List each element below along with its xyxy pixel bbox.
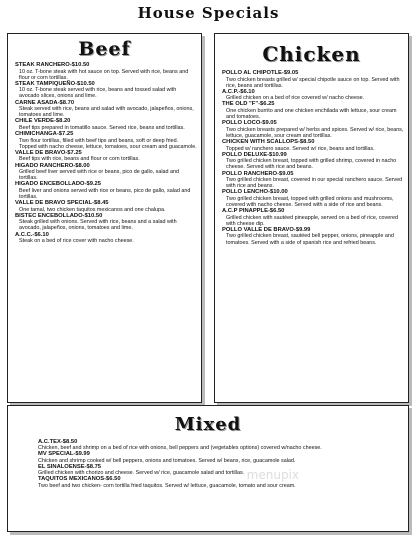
menu-item-description: Two beef and two chicken- corn tortilla fried taquitos. Served w/ lettuce, guacamole, tomato and sour cream. [38, 482, 296, 489]
menu-item [15, 118, 197, 131]
menu-item-name: POLLO LOCO-$9.05 [222, 120, 277, 127]
menu-item-name: POLLO VALLE DE BRAVO-$9.99 [222, 226, 311, 233]
menu-item-description: One chicken burrito and one chicken enchilada with lettuce, sour cream and tomatoes. [226, 108, 397, 121]
menu-item-description: Grilled chicken with chorizo and cheese. Served w/ rice, guacamole salad and tortillas. [38, 470, 245, 477]
menu-item-name: THE OLD "F"-$6.25 [222, 101, 275, 108]
menu-item-description: Grilled beef liver served with rice or beans, pico de gallo, salad and tortillas. [19, 169, 180, 182]
menu-item-name: TAQUITOS MEXICANOS-$6.50 [38, 476, 121, 483]
menu-item [222, 139, 404, 152]
menu-item [15, 232, 197, 245]
menu-item [15, 200, 197, 213]
menu-item [222, 101, 404, 120]
menu-item [222, 70, 404, 89]
menu-item-name: BISTEC ENCEBOLLADO-$10.50 [15, 212, 103, 219]
beef-section-title: Beef [78, 38, 131, 60]
menu-item [15, 163, 197, 182]
beef-section [7, 33, 202, 403]
menu-item-name: POLLO LENCHO-$10.00 [222, 189, 288, 196]
watermark: menupix [246, 468, 299, 482]
menu-item-name: CHIMICHANGA-$7.25 [15, 131, 74, 138]
menu-item-description: Two grilled chicken breast, sautéed bell pepper, onions, pineapple and tomatoes. Served with a side of spanish rice and refried beans. [226, 233, 394, 246]
menu-item-description: Beef tips prepared in tomatillo sauce. Served rice, beans and tortillas. [19, 124, 185, 131]
mixed-section-title: Mixed [174, 414, 242, 435]
menu-item-description: 10 oz. T-bone steak with hot sauce on top. Served with rice, beans and flour or corn tortillas. [19, 68, 189, 81]
menu-item-description: Two grilled chicken breast, topped with grilled onions and mushrooms, covered with nacho cheese. Served with a side of rice and beans. [226, 195, 394, 208]
menu-item-name: A.C.P PINAPPLE-$6.50 [222, 208, 285, 215]
menu-item [15, 100, 197, 119]
menu-item-name: CHILE VERDE-$8.20 [15, 118, 71, 125]
menu-item-description: Steak served with rice, beans and salad with avocado, jalapeños, onions, tomatoes and lime. [19, 106, 194, 119]
menu-item-name: EL SINALOENSE-$8.75 [38, 463, 102, 470]
menu-item-name: CHICKEN WITH SCALLOPS-$8.50 [222, 139, 315, 146]
menu-item [222, 152, 404, 171]
menu-item-description: Chicken and shrimp cooked w/ bell peppers, onions and tomatoes. Served w/ beans, rice, guacamole salad. [38, 457, 296, 464]
menu-item-name: POLLO DELUXE-$10.99 [222, 151, 287, 158]
menu-item [38, 476, 398, 488]
menu-item-description: Steak on a bed of rice cover with nacho cheese. [19, 238, 134, 245]
menu-item-name: VALLE DE BRAVO SPECIAL-$8.45 [15, 200, 109, 207]
menu-item [222, 171, 404, 190]
menu-item-name: STEAK TAMPIQUEÑO-$10.50 [15, 80, 95, 87]
menu-item [222, 227, 404, 246]
menu-item-description: Two grilled chicken breast, topped with grilled shrimp, covered in nacho cheese. Served with rice and beans. [226, 158, 397, 171]
menu-item [222, 120, 404, 139]
menu-item [38, 439, 398, 451]
menu-item-description: Two flour tortillas, filled with beef tips and beans, soft or deep fried. Topped with nacho cheese, lettuce, tomatoes, sour cream and guacamole. [19, 137, 197, 150]
menu-item [38, 451, 398, 463]
menu-item-description: 10 oz. T-bone steak served with rice, beans and tossed salad with avocado slices, onions and lime. [19, 87, 177, 100]
menu-item-description: Chicken, beef and shrimp on a bed of rice with onions, bell peppers and (vegetables options) covered w/nacho cheese. [38, 445, 322, 452]
menu-item-description: Grilled chicken with sautéed pineapple, served on a bed of rice, covered with cheese dip. [226, 214, 399, 227]
menu-item-name: MV SPECIAL-$9.99 [38, 451, 90, 458]
menu-item [222, 89, 404, 102]
beef-items [8, 62, 201, 244]
menu-item-name: POLLO RANCHERO-$9.05 [222, 170, 294, 177]
menu-item [15, 62, 197, 81]
menu-item-description: Beef tips with rice, beans and flour or corn tortillas. [19, 156, 140, 163]
menu-item [38, 464, 398, 476]
menu-item-name: HIGADO ENCEBOLLADO-$9.25 [15, 181, 101, 188]
menu-item [15, 81, 197, 100]
menu-item [222, 189, 404, 208]
menu-item-description: Two chicken breasts prepared w/ herbs and spices. Served w/ rice, beans, lettuce, guacamole, sour cream and tortillas. [226, 126, 404, 139]
menu-item-name: A.C.C.-$6.10 [15, 231, 49, 238]
chicken-items [215, 70, 408, 246]
menu-item-description: Topped w/ ranchero sauce. Served w/ rice, beans and tortillas. [226, 145, 375, 152]
menu-item-description: Beef liver and onions served with rice or beans, pico de gallo, salad and tortillas. [19, 187, 191, 200]
menu-item [15, 150, 197, 163]
menu-item [15, 181, 197, 200]
page-title: House Specials [137, 4, 280, 22]
chicken-section [214, 33, 409, 403]
mixed-items [8, 439, 408, 489]
menu-item-description: Two chicken breasts grilled w/ special chipotle sauce on top. Served with rice, beans and tortillas. [226, 76, 400, 89]
menu-item [15, 213, 197, 232]
menu-item-name: HIGADO RANCHERO-$8.00 [15, 162, 90, 169]
menu-item-description: Two grilled chicken breast, covered in our special ranchero sauce. Served with rice and beans. [226, 177, 403, 190]
menu-item-name: A.C.P.-$6.10 [222, 88, 255, 95]
menu-item-name: CARNE ASADA-$8.70 [15, 99, 75, 106]
menu-item [222, 208, 404, 227]
menu-item-description: Steak grilled with onions. Served with rice, beans and a salad with avocado, jalapeños, onions, tomatoes and lime. [19, 219, 177, 232]
menu-item-name: STEAK RANCHERO-$10.50 [15, 62, 90, 68]
mixed-section [7, 405, 409, 532]
menu-item-name: POLLO AL CHIPOTLE-$9.05 [222, 70, 299, 76]
menu-item-description: One tamal, two chicken taquitos mexicanos and one chalupa. [19, 206, 166, 213]
menu-item-description: Grilled chicken on a bed of rice covered w/ nacho cheese. [226, 95, 365, 102]
menu-item-name: A.C.TEX-$8.50 [38, 439, 78, 445]
menu-item [15, 131, 197, 150]
chicken-section-title: Chicken [262, 42, 361, 66]
menu-item-name: VALLE DE BRAVO-$7.25 [15, 149, 82, 156]
